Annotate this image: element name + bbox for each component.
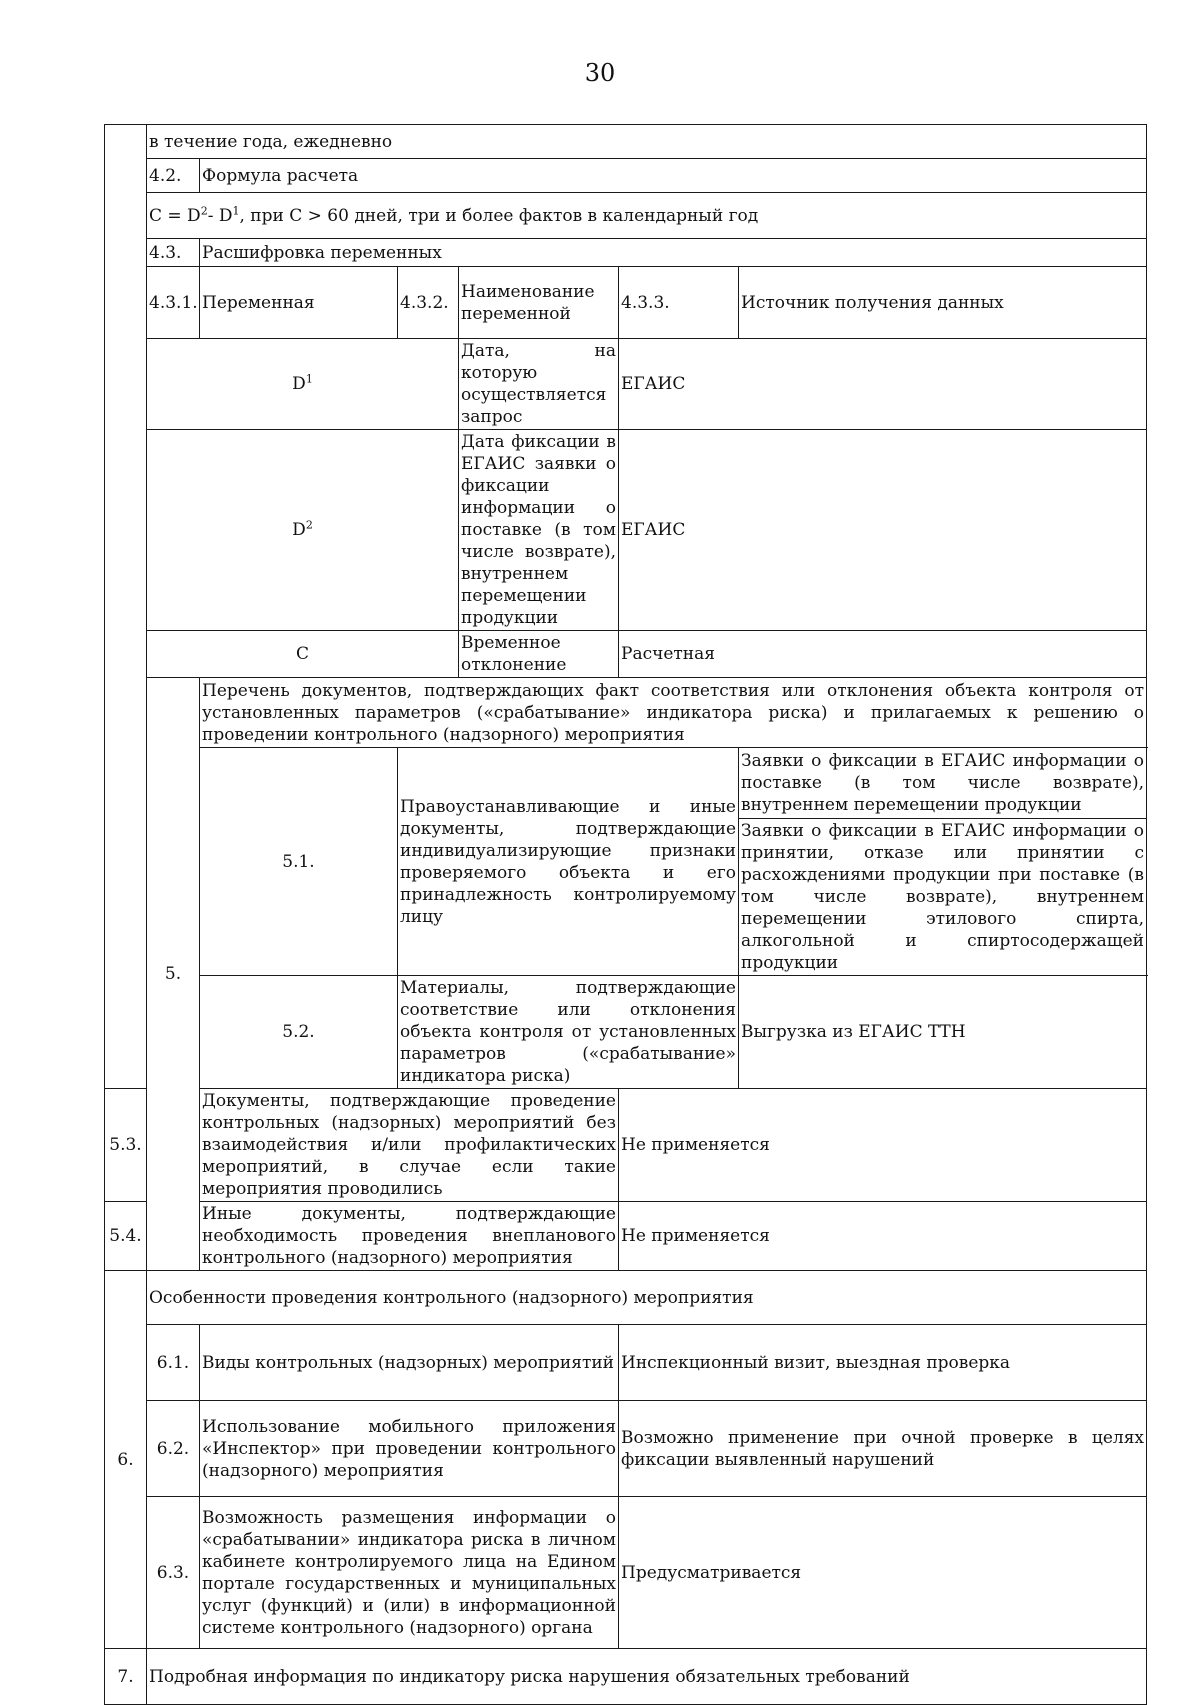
row-formula (105, 193, 1147, 239)
item-5-4-right: Не применяется (619, 1202, 1147, 1271)
table-row (105, 1401, 1147, 1497)
period-text: в течение года, ежедневно (147, 125, 1147, 159)
variable-c-name: Временное отклонение (459, 631, 619, 678)
item-4-3-1-number: 4.3.1. (147, 267, 200, 339)
section6-title: Особенности проведения контрольного (надзорного) мероприятия (147, 1271, 1147, 1325)
item-5-2-text: Материалы, подтверждающие соответствие или отклонения объекта контроля от установленных параметров («срабатывание» индикатора риска) (398, 976, 739, 1089)
table-row (105, 748, 1147, 976)
item-6-3-number: 6.3. (147, 1497, 200, 1649)
table-row (105, 631, 1147, 678)
variable-d1-name: Дата, на которую осуществляется запрос (459, 339, 619, 430)
header-name: Наименование переменной (459, 267, 619, 339)
variable-c-source: Расчетная (619, 631, 1147, 678)
section7-number: 7. (105, 1649, 147, 1705)
formula-title: Формула расчета (200, 159, 1147, 193)
row-section5-title (105, 678, 1147, 748)
row-section6-title (105, 1271, 1147, 1325)
table-row (105, 1325, 1147, 1401)
item-6-1-right: Инспекционный визит, выездная проверка (619, 1325, 1147, 1401)
item-5-1-text: Правоустанавливающие и иные документы, подтверждающие индивидуализирующие признаки проверяемого объекта и его принадлежность контролируемому лицу (398, 748, 739, 976)
section5-number: 5. (147, 678, 200, 1271)
item-5-1-right (739, 748, 1147, 976)
item-5-4-number: 5.4. (105, 1202, 147, 1271)
variable-d2: $D^2$ (147, 430, 459, 631)
item-5-3-text: Документы, подтверждающие проведение контрольных (надзорных) мероприятий без взаимодействия и/или профилактических мероприятий, в случае если такие мероприятия проводились (200, 1089, 619, 1202)
item-6-2-number: 6.2. (147, 1401, 200, 1497)
row-variables-header (105, 267, 1147, 339)
item-4-3-2-number: 4.3.2. (398, 267, 459, 339)
row-period (105, 125, 1147, 159)
header-variable: Переменная (200, 267, 398, 339)
item-6-3-right: Предусматривается (619, 1497, 1147, 1649)
header-source: Источник получения данных (739, 267, 1147, 339)
table-row (105, 1089, 1147, 1202)
item-4-2-number: 4.2. (147, 159, 200, 193)
decode-title: Расшифровка переменных (200, 239, 1147, 267)
table-row (105, 1497, 1147, 1649)
item-5-3-right: Не применяется (619, 1089, 1147, 1202)
item-5-1-right-a: Заявки о фиксации в ЕГАИС информации о поставке (в том числе возврате), внутреннем перемещении продукции (739, 748, 1146, 819)
variable-d2-source: ЕГАИС (619, 430, 1147, 631)
variable-d1-source: ЕГАИС (619, 339, 1147, 430)
row-decode-title (105, 239, 1147, 267)
table-row (105, 976, 1147, 1089)
table-row (105, 339, 1147, 430)
item-5-1-number: 5.1. (200, 748, 398, 976)
formula-text: $C = D^2-$ $D^1$, при C > 60 дней, три и более фактов в календарный год (147, 193, 1147, 239)
item-5-3-number: 5.3. (105, 1089, 147, 1202)
item-4-3-number: 4.3. (147, 239, 200, 267)
item-5-4-text: Иные документы, подтверждающие необходимость проведения внепланового контрольного (надзорного) мероприятия (200, 1202, 619, 1271)
table-row (105, 430, 1147, 631)
item-6-2-right: Возможно применение при очной проверке в целях фиксации выявленный нарушений (619, 1401, 1147, 1497)
item-5-2-number: 5.2. (200, 976, 398, 1089)
table-row (105, 1202, 1147, 1271)
section4-number-cell (105, 125, 147, 1089)
section6-number: 6. (105, 1271, 147, 1649)
item-5-2-right: Выгрузка из ЕГАИС ТТН (739, 976, 1147, 1089)
row-section7 (105, 1649, 1147, 1705)
section7-text: Подробная информация по индикатору риска нарушения обязательных требований (147, 1649, 1147, 1705)
section5-title: Перечень документов, подтверждающих факт соответствия или отклонения объекта контроля от установленных параметров («срабатывание» индикатора риска) и прилагаемых к решению о проведении контрольного (надзорного) мероприятия (200, 678, 1147, 748)
variable-d2-name: Дата фиксации в ЕГАИС заявки о фиксации информации о поставке (в том числе возврате), внутреннем перемещении продукции (459, 430, 619, 631)
item-6-1-number: 6.1. (147, 1325, 200, 1401)
row-formula-title (105, 159, 1147, 193)
item-6-3-text: Возможность размещения информации о «срабатывании» индикатора риска в личном кабинете контролируемого лица на Едином портале государственных и муниципальных услуг (функций) и (или) в информационной системе контрольного (надзорного) органа (200, 1497, 619, 1649)
item-4-3-3-number: 4.3.3. (619, 267, 739, 339)
variable-d1: $D^1$ (147, 339, 459, 430)
document-table (104, 124, 1147, 1705)
item-6-2-text: Использование мобильного приложения «Инспектор» при проведении контрольного (надзорного) мероприятия (200, 1401, 619, 1497)
item-6-1-text: Виды контрольных (надзорных) мероприятий (200, 1325, 619, 1401)
variable-c: C (147, 631, 459, 678)
item-5-1-right-b: Заявки о фиксации в ЕГАИС информации о принятии, отказе или принятии с расхождениями продукции при поставке (в том числе возврате), внутреннем перемещении этилового спирта, алкогольной и спиртосодержащей продукции (741, 821, 1145, 973)
page-number: 30 (584, 59, 616, 87)
